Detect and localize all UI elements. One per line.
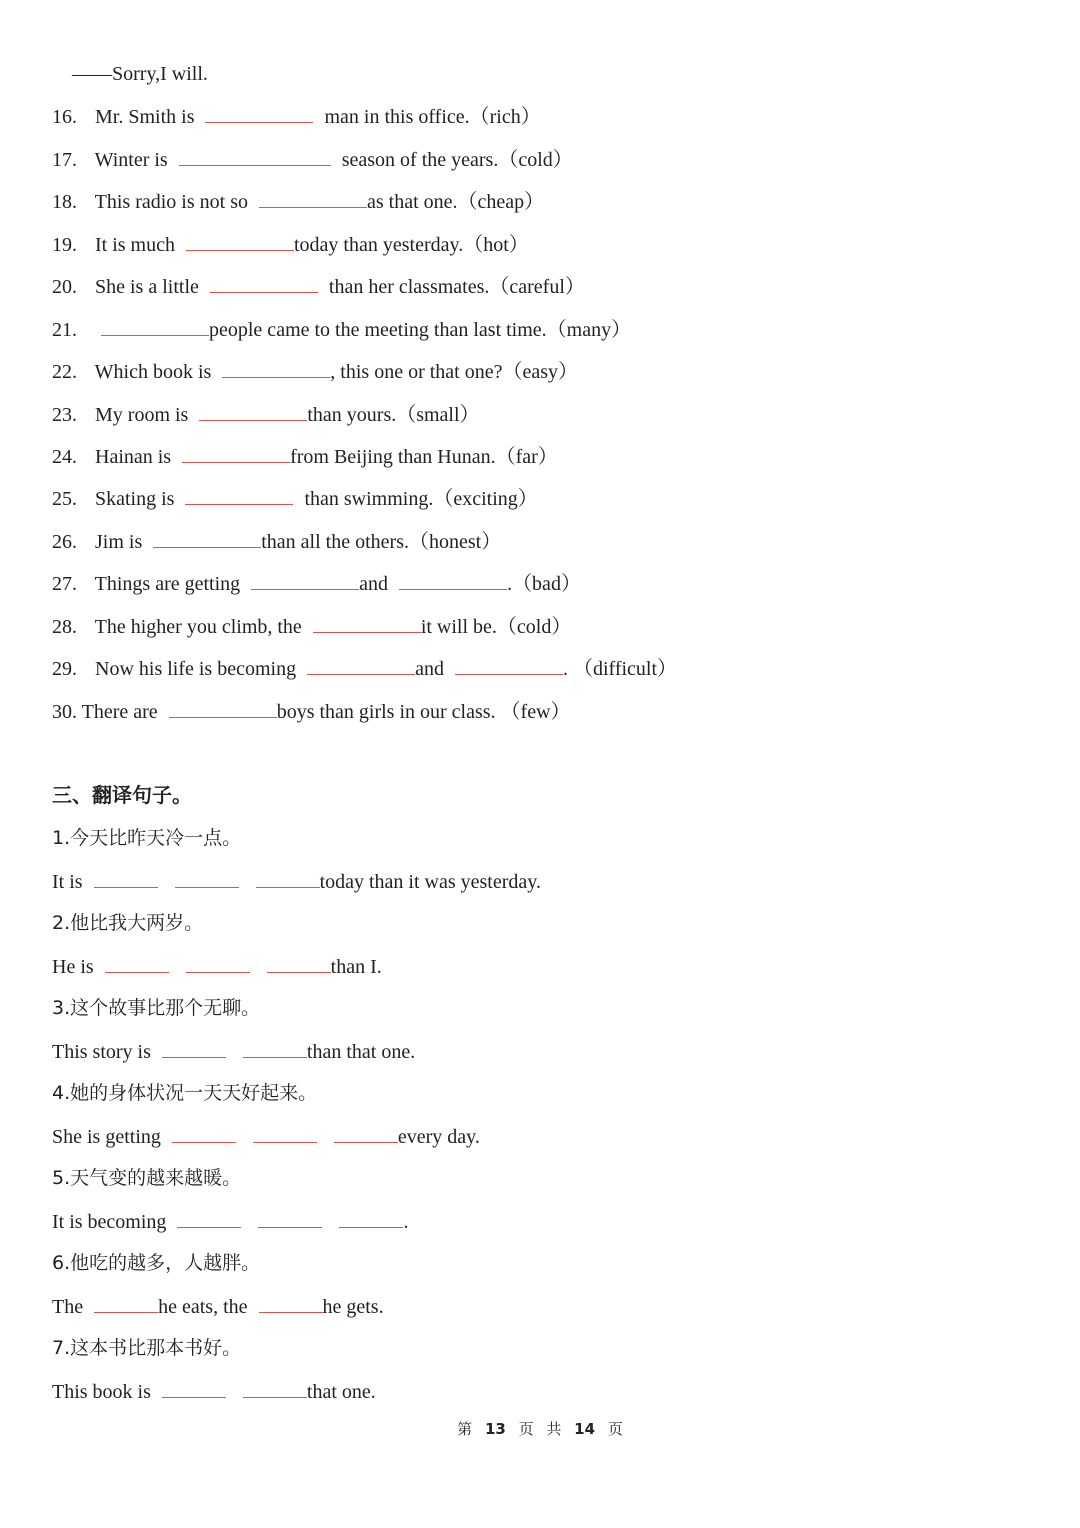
answer-blank[interactable] — [186, 232, 294, 251]
translation-answer-2: He is than I. — [52, 956, 382, 978]
translation-prompt-2: 2.他比我大两岁。 — [52, 912, 204, 934]
exercise-18: 18. This radio is not so as that one.（cheap） — [52, 191, 545, 213]
translation-prompt-5: 5.天气变的越来越暖。 — [52, 1167, 242, 1189]
translation-prompt-4: 4.她的身体状况一天天好起来。 — [52, 1082, 318, 1104]
translation-prompt-6: 6.他吃的越多，人越胖。 — [52, 1252, 261, 1274]
page-footer: 第 13 页 共 14 页 — [457, 1420, 623, 1438]
dialogue-reply: ——Sorry,I will. — [72, 63, 208, 85]
answer-blank[interactable] — [153, 529, 261, 548]
answer-blank[interactable] — [205, 104, 313, 123]
exercise-25: 25. Skating is than swimming.（exciting） — [52, 488, 538, 510]
answer-blank[interactable] — [258, 1209, 322, 1228]
answer-blank[interactable] — [105, 954, 169, 973]
translation-prompt-1: 1.今天比昨天冷一点。 — [52, 827, 242, 849]
answer-blank[interactable] — [222, 359, 330, 378]
answer-blank[interactable] — [259, 189, 367, 208]
answer-blank[interactable] — [169, 699, 277, 718]
answer-blank[interactable] — [175, 869, 239, 888]
exercise-30: 30. There are boys than girls in our class. （few） — [52, 701, 571, 723]
answer-blank[interactable] — [339, 1209, 403, 1228]
answer-blank[interactable] — [172, 1124, 236, 1143]
exercise-26: 26. Jim is than all the others.（honest） — [52, 531, 502, 553]
answer-blank[interactable] — [455, 656, 563, 675]
exercise-22: 22. Which book is , this one or that one?（easy） — [52, 361, 579, 383]
exercise-29: 29. Now his life is becoming and . （difficult） — [52, 658, 678, 680]
section-title: 三、翻译句子。 — [52, 783, 192, 807]
answer-blank[interactable] — [253, 1124, 317, 1143]
answer-blank[interactable] — [256, 869, 320, 888]
answer-blank[interactable] — [313, 614, 421, 633]
answer-blank[interactable] — [177, 1209, 241, 1228]
answer-blank[interactable] — [334, 1124, 398, 1143]
exercise-21: 21. people came to the meeting than last time.（many） — [52, 319, 632, 341]
translation-answer-3: This story is than that one. — [52, 1041, 416, 1063]
answer-blank[interactable] — [162, 1379, 226, 1398]
answer-blank[interactable] — [101, 317, 209, 336]
answer-blank[interactable] — [182, 444, 290, 463]
answer-blank[interactable] — [243, 1039, 307, 1058]
translation-answer-1: It is today than it was yesterday. — [52, 871, 541, 893]
answer-blank[interactable] — [162, 1039, 226, 1058]
translation-answer-6: The he eats, the he gets. — [52, 1296, 384, 1318]
exercise-20: 20. She is a little than her classmates.（careful） — [52, 276, 585, 298]
translation-answer-4: She is getting every day. — [52, 1126, 480, 1148]
exercise-24: 24. Hainan is from Beijing than Hunan.（far） — [52, 446, 558, 468]
answer-blank[interactable] — [179, 147, 331, 166]
answer-blank[interactable] — [307, 656, 415, 675]
exercise-27: 27. Things are getting and .（bad） — [52, 573, 581, 595]
answer-blank[interactable] — [259, 1294, 323, 1313]
current-page-number: 13 — [484, 1420, 506, 1438]
answer-blank[interactable] — [399, 571, 507, 590]
exercise-16: 16. Mr. Smith is man in this office.（rich） — [52, 106, 541, 128]
answer-blank[interactable] — [199, 402, 307, 421]
translation-answer-7: This book is that one. — [52, 1381, 376, 1403]
exercise-17: 17. Winter is season of the years.（cold） — [52, 149, 573, 171]
answer-blank[interactable] — [251, 571, 359, 590]
translation-prompt-3: 3.这个故事比那个无聊。 — [52, 997, 261, 1019]
exercise-19: 19. It is much today than yesterday.（hot） — [52, 234, 529, 256]
answer-blank[interactable] — [210, 274, 318, 293]
answer-blank[interactable] — [185, 486, 293, 505]
exercise-28: 28. The higher you climb, the it will be.（cold） — [52, 616, 572, 638]
answer-blank[interactable] — [94, 869, 158, 888]
answer-blank[interactable] — [94, 1294, 158, 1313]
answer-blank[interactable] — [267, 954, 331, 973]
exercise-number: 16. — [52, 106, 77, 128]
translation-answer-5: It is becoming . — [52, 1211, 409, 1233]
total-page-number: 14 — [574, 1420, 596, 1438]
answer-blank[interactable] — [186, 954, 250, 973]
exercise-23: 23. My room is than yours.（small） — [52, 404, 480, 426]
translation-prompt-7: 7.这本书比那本书好。 — [52, 1337, 242, 1359]
answer-blank[interactable] — [243, 1379, 307, 1398]
